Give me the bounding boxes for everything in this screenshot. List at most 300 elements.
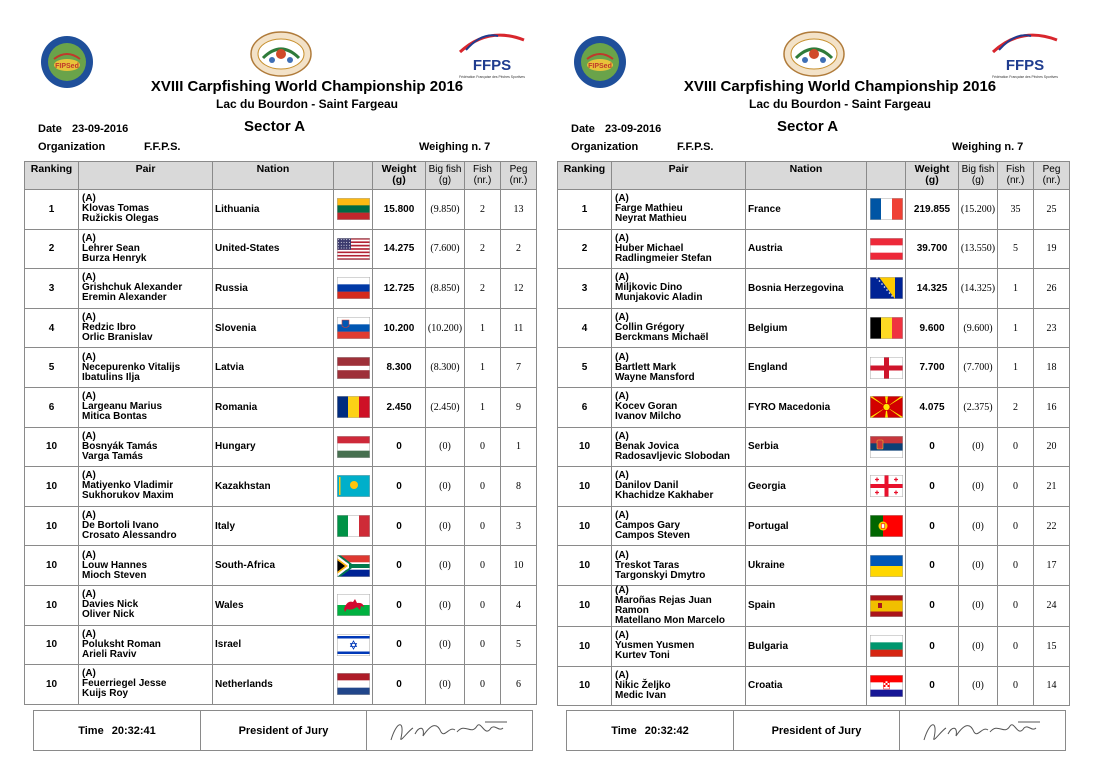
- croatia-flag: [870, 675, 903, 697]
- ranking-cell: 5: [25, 348, 79, 388]
- pair-group-tag: (A): [82, 589, 96, 601]
- pair-group-tag: (A): [82, 549, 96, 561]
- pair-cell: [79, 506, 213, 546]
- big-fish-cell: (0): [426, 585, 465, 625]
- angler-1: Bartlett Mark: [615, 361, 677, 373]
- championship-logo: [783, 30, 845, 78]
- col-nation: Nation: [746, 162, 867, 190]
- pair-group-tag: (A): [615, 391, 629, 403]
- england-flag: [870, 357, 903, 379]
- nation-cell: Netherlands: [213, 665, 334, 705]
- flag-cell: [867, 269, 906, 309]
- angler-1: Benak Jovica: [615, 440, 679, 452]
- peg-cell: 16: [1034, 387, 1070, 427]
- fish-count-cell: 0: [465, 585, 501, 625]
- fish-count-cell: 2: [465, 269, 501, 309]
- pair-cell: [79, 585, 213, 625]
- organization-label: Organization: [38, 141, 106, 153]
- ranking-cell: 6: [25, 387, 79, 427]
- nation-cell: Bulgaria: [746, 626, 867, 666]
- flag-cell: [334, 585, 373, 625]
- fish-count-cell: 0: [998, 467, 1034, 507]
- ranking-cell: 6: [558, 387, 612, 427]
- nation-cell: Russia: [213, 269, 334, 309]
- nation-cell: South-Africa: [213, 546, 334, 586]
- big-fish-cell: (9.850): [426, 190, 465, 230]
- pair-cell: [79, 467, 213, 507]
- col-flag: [867, 162, 906, 190]
- pair-cell: [612, 229, 746, 269]
- ranking-cell: 5: [558, 348, 612, 388]
- flag-cell: [867, 229, 906, 269]
- flag-cell: [334, 269, 373, 309]
- weight-cell: 39.700: [906, 229, 959, 269]
- pair-group-tag: (A): [82, 470, 96, 482]
- pair-cell: [79, 665, 213, 705]
- peg-cell: 5: [501, 625, 537, 665]
- weight-cell: 12.725: [373, 269, 426, 309]
- angler-1: Danilov Danil: [615, 480, 679, 492]
- angler-1: Poluksht Roman: [82, 638, 161, 650]
- angler-1: Feuerriegel Jesse: [82, 678, 167, 690]
- macedonia-flag: [870, 396, 903, 418]
- table-row: [558, 585, 1070, 626]
- fish-count-cell: 2: [998, 387, 1034, 427]
- angler-2: Oliver Nick: [82, 609, 135, 621]
- serbia-flag: [870, 436, 903, 458]
- fish-count-cell: 1: [998, 348, 1034, 388]
- big-fish-cell: (8.300): [426, 348, 465, 388]
- nation-cell: Serbia: [746, 427, 867, 467]
- table-row: [558, 190, 1070, 230]
- col-ranking: Ranking: [558, 162, 612, 190]
- nation-cell: England: [746, 348, 867, 388]
- pair-group-tag: (A): [82, 430, 96, 442]
- israel-flag: [337, 634, 370, 656]
- peg-cell: 2: [501, 229, 537, 269]
- table-row: [558, 666, 1070, 706]
- table-row: [558, 387, 1070, 427]
- time-label: Time: [78, 724, 104, 737]
- table-row: [558, 348, 1070, 388]
- peg-cell: 25: [1034, 190, 1070, 230]
- nation-cell: Austria: [746, 229, 867, 269]
- angler-2: Ibatulins Ilja: [82, 371, 140, 383]
- peg-cell: 1: [501, 427, 537, 467]
- angler-1: Lehrer Sean: [82, 242, 140, 254]
- col-fish: Fish (nr.): [998, 162, 1034, 190]
- ranking-cell: 10: [558, 626, 612, 666]
- sector-title: Sector A: [777, 118, 839, 135]
- col-flag: [334, 162, 373, 190]
- weight-cell: 10.200: [373, 308, 426, 348]
- table-row: [25, 665, 537, 705]
- svg-text:Fédération Française des Pêche: Fédération Française des Pêches Sportives: [992, 75, 1058, 79]
- organization-value: F.F.P.S.: [144, 141, 181, 153]
- peg-cell: 21: [1034, 467, 1070, 507]
- table-row: [25, 427, 537, 467]
- date-value: 23-09-2016: [605, 123, 662, 135]
- weight-cell: 219.855: [906, 190, 959, 230]
- flag-cell: [867, 506, 906, 546]
- weight-cell: 0: [373, 546, 426, 586]
- big-fish-cell: (0): [959, 427, 998, 467]
- romania-flag: [337, 396, 370, 418]
- fish-count-cell: 0: [465, 665, 501, 705]
- flag-cell: [334, 229, 373, 269]
- col-peg: Peg (nr.): [1034, 162, 1070, 190]
- angler-2: Orlic Branislav: [82, 332, 153, 344]
- president-of-jury-label: President of Jury: [734, 711, 900, 750]
- flag-cell: [867, 427, 906, 467]
- flag-cell: [334, 546, 373, 586]
- fish-count-cell: 2: [465, 190, 501, 230]
- table-row: [558, 626, 1070, 666]
- weight-cell: 15.800: [373, 190, 426, 230]
- time-value: 20:32:41: [111, 724, 156, 737]
- weight-cell: 14.325: [906, 269, 959, 309]
- ranking-cell: 2: [25, 229, 79, 269]
- big-fish-cell: (10.200): [426, 308, 465, 348]
- ranking-cell: 10: [558, 506, 612, 546]
- col-pair: Pair: [79, 162, 213, 190]
- svg-text:Fédération Française des Pêche: Fédération Française des Pêches Sportives: [459, 75, 525, 79]
- ukraine-flag: [870, 555, 903, 577]
- ranking-cell: 10: [558, 585, 612, 626]
- fish-count-cell: 0: [998, 626, 1034, 666]
- angler-2: Crosato Alessandro: [82, 530, 177, 542]
- pair-group-tag: (A): [615, 584, 629, 596]
- russia-flag: [337, 277, 370, 299]
- svg-text:FFPS: FFPS: [472, 57, 512, 74]
- south-africa-flag: [337, 555, 370, 577]
- angler-2: Mitica Bontas: [82, 411, 148, 423]
- bulgaria-flag: [870, 635, 903, 657]
- flag-cell: [867, 308, 906, 348]
- fish-count-cell: 1: [998, 269, 1034, 309]
- col-peg: Peg (nr.): [501, 162, 537, 190]
- pair-cell: [79, 387, 213, 427]
- president-of-jury-label: President of Jury: [201, 711, 367, 750]
- flag-cell: [867, 348, 906, 388]
- angler-1: Grishchuk Alexander: [82, 282, 183, 294]
- table-row: [25, 229, 537, 269]
- big-fish-cell: (0): [959, 467, 998, 507]
- angler-1: Yusmen Yusmen: [615, 640, 695, 652]
- weight-cell: 0: [373, 427, 426, 467]
- pair-group-tag: (A): [82, 510, 96, 522]
- pair-group-tag: (A): [615, 351, 629, 363]
- weighing-number: Weighing n. 7: [952, 141, 1024, 153]
- peg-cell: 10: [501, 546, 537, 586]
- angler-1: Klovas Tomas: [82, 203, 150, 215]
- flag-cell: [867, 626, 906, 666]
- weight-cell: 9.600: [906, 308, 959, 348]
- pair-group-tag: (A): [82, 193, 96, 205]
- big-fish-cell: (0): [959, 585, 998, 626]
- angler-2: Matellano Mon Marcelo: [615, 614, 726, 626]
- fish-count-cell: 0: [998, 666, 1034, 706]
- pair-cell: [79, 546, 213, 586]
- col-fish: Fish (nr.): [465, 162, 501, 190]
- nation-cell: Lithuania: [213, 190, 334, 230]
- angler-2: Ivanov Milcho: [615, 411, 682, 423]
- nation-cell: Belgium: [746, 308, 867, 348]
- weight-cell: 0: [373, 467, 426, 507]
- peg-cell: 19: [1034, 229, 1070, 269]
- table-row: [558, 308, 1070, 348]
- flag-cell: [867, 467, 906, 507]
- ranking-cell: 10: [558, 467, 612, 507]
- ranking-cell: 10: [25, 506, 79, 546]
- pair-cell: [612, 190, 746, 230]
- nation-cell: Slovenia: [213, 308, 334, 348]
- big-fish-cell: (14.325): [959, 269, 998, 309]
- italy-flag: [337, 515, 370, 537]
- signature-footer: [33, 710, 533, 751]
- table-row: [558, 269, 1070, 309]
- peg-cell: 7: [501, 348, 537, 388]
- bosnia-flag: [870, 277, 903, 299]
- big-fish-cell: (0): [426, 665, 465, 705]
- flag-cell: [867, 546, 906, 586]
- weight-cell: 2.450: [373, 387, 426, 427]
- france-flag: [870, 198, 903, 220]
- table-row: [25, 467, 537, 507]
- angler-1: Miljkovic Dino: [615, 282, 683, 294]
- pair-cell: [612, 585, 746, 626]
- angler-1: Campos Gary: [615, 520, 681, 532]
- angler-1: Huber Michael: [615, 242, 684, 254]
- angler-2: Mioch Steven: [82, 569, 147, 581]
- flag-cell: [867, 666, 906, 706]
- fish-count-cell: 2: [465, 229, 501, 269]
- fish-count-cell: 1: [998, 308, 1034, 348]
- table-header-row: [558, 162, 1070, 190]
- event-subtitle: Lac du Bourdon - Saint Fargeau: [748, 97, 931, 111]
- pair-group-tag: (A): [82, 272, 96, 284]
- ranking-cell: 10: [25, 625, 79, 665]
- col-nation: Nation: [213, 162, 334, 190]
- results-sheet-right: [551, 0, 1079, 777]
- table-row: [25, 625, 537, 665]
- big-fish-cell: (8.850): [426, 269, 465, 309]
- angler-2: Sukhorukov Maxim: [82, 490, 174, 502]
- angler-1: Redzic Ibro: [82, 322, 136, 334]
- weight-cell: 4.075: [906, 387, 959, 427]
- fish-count-cell: 0: [998, 585, 1034, 626]
- ranking-cell: 1: [558, 190, 612, 230]
- fish-count-cell: 0: [998, 506, 1034, 546]
- peg-cell: 20: [1034, 427, 1070, 467]
- nation-cell: Wales: [213, 585, 334, 625]
- angler-1: Kocev Goran: [615, 401, 678, 413]
- nation-cell: France: [746, 190, 867, 230]
- big-fish-cell: (0): [959, 626, 998, 666]
- weight-cell: 0: [906, 626, 959, 666]
- pair-cell: [79, 229, 213, 269]
- slovenia-flag: [337, 317, 370, 339]
- angler-1: Matiyenko Vladimir: [82, 480, 174, 492]
- fish-count-cell: 0: [465, 467, 501, 507]
- date-label: Date: [38, 123, 62, 135]
- latvia-flag: [337, 357, 370, 379]
- peg-cell: 22: [1034, 506, 1070, 546]
- weight-cell: 0: [906, 506, 959, 546]
- peg-cell: 14: [1034, 666, 1070, 706]
- jury-signature: [367, 711, 532, 750]
- flag-cell: [867, 387, 906, 427]
- big-fish-cell: (0): [426, 546, 465, 586]
- ranking-cell: 4: [25, 308, 79, 348]
- ranking-cell: 10: [558, 427, 612, 467]
- pair-cell: [612, 546, 746, 586]
- weight-cell: 0: [906, 666, 959, 706]
- nation-cell: Bosnia Herzegovina: [746, 269, 867, 309]
- date-value: 23-09-2016: [72, 123, 129, 135]
- weight-cell: 0: [906, 467, 959, 507]
- angler-1: Davies Nick: [82, 599, 139, 611]
- big-fish-cell: (13.550): [959, 229, 998, 269]
- fish-count-cell: 1: [465, 308, 501, 348]
- ranking-cell: 10: [25, 665, 79, 705]
- flag-cell: [334, 387, 373, 427]
- time-box: [567, 711, 734, 750]
- peg-cell: 9: [501, 387, 537, 427]
- pair-group-tag: (A): [82, 668, 96, 680]
- angler-2: Arieli Raviv: [82, 648, 137, 660]
- table-row: [25, 308, 537, 348]
- flag-cell: [334, 190, 373, 230]
- col-weight: Weight (g): [373, 162, 426, 190]
- nation-cell: Italy: [213, 506, 334, 546]
- fish-count-cell: 1: [465, 387, 501, 427]
- pair-cell: [612, 269, 746, 309]
- pair-group-tag: (A): [82, 391, 96, 403]
- nation-cell: Israel: [213, 625, 334, 665]
- ranking-cell: 10: [558, 546, 612, 586]
- big-fish-cell: (15.200): [959, 190, 998, 230]
- big-fish-cell: (0): [426, 506, 465, 546]
- svg-text:FIPSed: FIPSed: [55, 63, 79, 70]
- usa-flag: [337, 238, 370, 260]
- pair-group-tag: (A): [82, 232, 96, 244]
- pair-cell: [79, 308, 213, 348]
- angler-1: Largeanu Marius: [82, 401, 163, 413]
- ranking-cell: 10: [25, 427, 79, 467]
- lithuania-flag: [337, 198, 370, 220]
- peg-cell: 6: [501, 665, 537, 705]
- big-fish-cell: (0): [959, 666, 998, 706]
- nation-cell: Portugal: [746, 506, 867, 546]
- peg-cell: 4: [501, 585, 537, 625]
- svg-text:FIPSed: FIPSed: [588, 63, 612, 70]
- angler-1: Necepurenko Vitalijs: [82, 361, 181, 373]
- pair-group-tag: (A): [82, 351, 96, 363]
- angler-2: Targonskyi Dmytro: [615, 569, 706, 581]
- pair-cell: [612, 308, 746, 348]
- angler-2: Wayne Mansford: [615, 371, 695, 383]
- flag-cell: [334, 467, 373, 507]
- pair-group-tag: (A): [615, 430, 629, 442]
- weight-cell: 0: [373, 585, 426, 625]
- flag-cell: [334, 506, 373, 546]
- pair-group-tag: (A): [615, 669, 629, 681]
- pair-cell: [79, 625, 213, 665]
- big-fish-cell: (2.375): [959, 387, 998, 427]
- table-row: [25, 585, 537, 625]
- pair-cell: [612, 626, 746, 666]
- pair-group-tag: (A): [615, 510, 629, 522]
- event-title: XVIII Carpfishing World Championship 2016: [150, 78, 464, 95]
- championship-logo: [250, 30, 312, 78]
- flag-cell: [334, 308, 373, 348]
- kazakhstan-flag: [337, 475, 370, 497]
- big-fish-cell: (9.600): [959, 308, 998, 348]
- angler-2: Burza Henryk: [82, 252, 147, 264]
- weight-cell: 0: [373, 506, 426, 546]
- nation-cell: Romania: [213, 387, 334, 427]
- table-row: [25, 269, 537, 309]
- table-row: [25, 190, 537, 230]
- pair-cell: [79, 190, 213, 230]
- big-fish-cell: (7.600): [426, 229, 465, 269]
- ranking-cell: 3: [25, 269, 79, 309]
- peg-cell: 13: [501, 190, 537, 230]
- angler-1: Bosnyák Tamás: [82, 440, 158, 452]
- angler-1: Nikic Željko: [615, 679, 671, 691]
- big-fish-cell: (0): [426, 427, 465, 467]
- weight-cell: 0: [906, 585, 959, 626]
- nation-cell: Croatia: [746, 666, 867, 706]
- results-table: [24, 161, 537, 705]
- fish-count-cell: 35: [998, 190, 1034, 230]
- netherlands-flag: [337, 673, 370, 695]
- angler-1: De Bortoli Ivano: [82, 520, 159, 532]
- svg-text:FFPS: FFPS: [1005, 57, 1045, 74]
- ranking-cell: 10: [25, 546, 79, 586]
- angler-1: Treskot Taras: [615, 559, 680, 571]
- fish-count-cell: 0: [998, 546, 1034, 586]
- nation-cell: United-States: [213, 229, 334, 269]
- nation-cell: Georgia: [746, 467, 867, 507]
- table-row: [558, 506, 1070, 546]
- nation-cell: FYRO Macedonia: [746, 387, 867, 427]
- flag-cell: [334, 625, 373, 665]
- table-row: [558, 467, 1070, 507]
- event-subtitle: Lac du Bourdon - Saint Fargeau: [215, 97, 398, 111]
- peg-cell: 8: [501, 467, 537, 507]
- angler-2: Varga Tamás: [82, 450, 143, 462]
- fish-count-cell: 0: [465, 546, 501, 586]
- weight-cell: 8.300: [373, 348, 426, 388]
- angler-1: Maroñas Rejas Juan Ramon: [615, 594, 712, 616]
- table-row: [558, 229, 1070, 269]
- pair-group-tag: (A): [615, 272, 629, 284]
- portugal-flag: [870, 515, 903, 537]
- angler-2: Kurtev Toni: [615, 650, 670, 662]
- table-row: [558, 427, 1070, 467]
- table-row: [25, 348, 537, 388]
- big-fish-cell: (0): [959, 506, 998, 546]
- pair-group-tag: (A): [615, 312, 629, 324]
- fish-count-cell: 1: [465, 348, 501, 388]
- big-fish-cell: (0): [426, 625, 465, 665]
- peg-cell: 24: [1034, 585, 1070, 626]
- ranking-cell: 3: [558, 269, 612, 309]
- table-row: [25, 506, 537, 546]
- fish-count-cell: 0: [465, 506, 501, 546]
